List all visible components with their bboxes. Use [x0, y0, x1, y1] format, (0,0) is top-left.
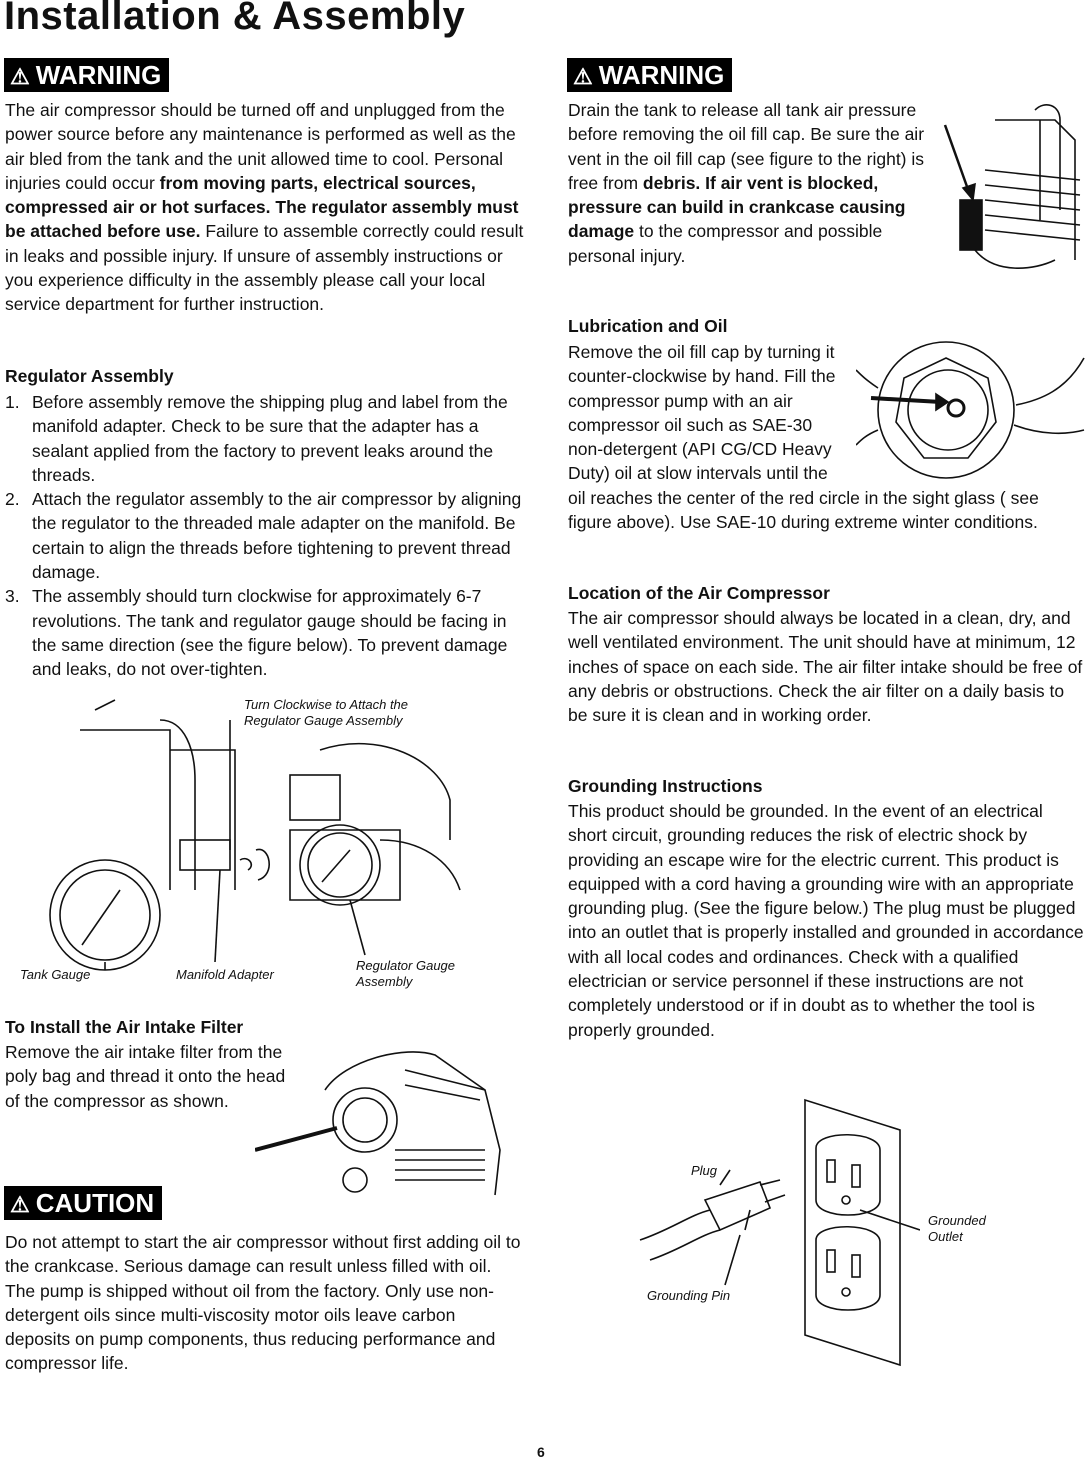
filter-text: Remove the air intake filter from the poly bag and thread it onto the head of the compressor as shown.: [5, 1042, 286, 1111]
label-tank-gauge: Tank Gauge: [20, 967, 91, 982]
warning-text-left-part1: The air compressor should be turned off and unplugged from the power source before any maintenance is performed as well as the air bled from the tank and the unit allowed time to cool. Personal injuries could occur: [5, 100, 516, 193]
step-number: 3.: [5, 586, 20, 607]
grounding-text: This product should be grounded. In the event of an electrical short circuit, grounding reduces the risk of electric shock by providing an escape wire for the electric current. This product is equipped with a cord having a grounding wire with an appropriate grounding plug. (See the figure below.) The plug must be plugged into an outlet that is properly installed and grounded in accordance with all local codes and ordinances. Check with a qualified electrician or service personnel if these instructions are not completely understood or if in doubt as to whether the tool is properly grounded.: [568, 801, 1084, 1040]
regulator-assembly-illustration: [20, 690, 490, 990]
filter-heading: To Install the Air Intake Filter: [5, 1017, 244, 1037]
list-item: [5, 487, 525, 584]
warning-text-right-part1: Drain the tank to release all tank air pressure before removing the oil fill cap. Be sure the air vent in the oil fill cap (see figure to the right) is free from: [568, 100, 925, 193]
page-title: Installation & Assembly: [4, 0, 466, 38]
list-item: [5, 390, 525, 487]
step-number: 1.: [5, 392, 20, 412]
lubrication-heading: Lubrication and Oil: [568, 316, 728, 336]
label-regulator-gauge: Regulator Gauge Assembly: [356, 958, 456, 989]
regulator-steps: [5, 390, 525, 682]
warning-badge-label: WARNING: [35, 60, 162, 90]
oil-fill-cap-illustration: [935, 100, 1085, 275]
page-number: 6: [537, 1444, 545, 1460]
caution-text: Do not attempt to start the air compressor without first adding oil to the crankcase. Serious damage can result unless filled with oil. The pump is shipped without oil from the factory. Only use non-detergent oils since multi-viscosity motor oils leave carbon deposits on pump components, thus reducing performance and compressor life.: [5, 1232, 521, 1374]
label-turn-clockwise: Turn Clockwise to Attach the Regulator Gauge Assembly: [244, 697, 409, 728]
warning-text-right-bold: debris. If air vent is blocked, pressure can build in crankcase causing damage: [568, 172, 906, 242]
step-text: Before assembly remove the shipping plug and label from the manifold adapter. Check to be sure that the adapter has a sealant applied from the factory to prevent leaks around the threads.: [32, 392, 508, 485]
warning-badge-label: WARNING: [598, 60, 725, 90]
regulator-heading: Regulator Assembly: [5, 366, 174, 386]
location-text: The air compressor should always be located in a clean, dry, and well ventilated environment. The unit should have at minimum, 12 inches of space on each side. The air filter intake should be free of any debris or obstructions. Check the air filter on a daily basis to be sure it is clean and in working order.: [568, 608, 1083, 726]
warning-text-right: [568, 98, 938, 268]
label-grounding-pin: Grounding Pin: [647, 1288, 731, 1303]
warning-triangle-icon: ⚠: [573, 64, 593, 89]
list-item: [5, 584, 525, 681]
warning-text-left-part2: Failure to assemble correctly could result in leaks and possible injury. If unsure of assembly instructions or you experience difficulty in the assembly please call your local service department for further instruction.: [5, 221, 524, 315]
warning-text-right-part2: to the compressor and possible personal injury.: [568, 221, 883, 266]
air-intake-filter-illustration: [255, 1030, 505, 1200]
warning-triangle-icon: ⚠: [10, 64, 30, 89]
caution-triangle-icon: ⚠: [10, 1192, 30, 1217]
step-text: Attach the regulator assembly to the air compressor by aligning the regulator to the threaded male adapter on the manifold. Be certain to align the threads before tightening to prevent thread damage.: [32, 489, 522, 583]
warning-text-left: [5, 98, 535, 317]
grounded-outlet-illustration: [620, 1090, 920, 1370]
step-text: The assembly should turn clockwise for approximately 6-7 revolutions. The tank and regulator gauge should be facing in the same direction (see the figure below). To prevent damage and leaks, do not over-tighten.: [32, 586, 508, 680]
grounding-heading: Grounding Instructions: [568, 776, 763, 796]
lubrication-text: Remove the oil fill cap by turning it counter-clockwise by hand. Fill the compressor pump with an air compressor oil such as SAE-30 non-detergent (API CG/CD Heavy Duty) oil at slow intervals until the oil reaches the center of the red circle in the sight glass ( see figure above). Use SAE-10 during extreme winter conditions.: [568, 342, 1039, 533]
label-plug: Plug: [691, 1163, 718, 1178]
warning-badge-left: [4, 58, 169, 92]
lubrication-block: [568, 340, 1086, 534]
label-manifold-adapter: Manifold Adapter: [176, 967, 274, 982]
step-number: 2.: [5, 489, 20, 510]
location-heading: Location of the Air Compressor: [568, 583, 830, 603]
label-grounded-outlet: Grounded Outlet: [928, 1213, 986, 1244]
caution-badge: [4, 1186, 162, 1220]
caution-badge-label: CAUTION: [35, 1188, 155, 1218]
warning-badge-right: [567, 58, 732, 92]
warning-text-left-bold: from moving parts, electrical sources, compressed air or hot surfaces. The regulator assembly must be attached before use.: [5, 172, 519, 242]
